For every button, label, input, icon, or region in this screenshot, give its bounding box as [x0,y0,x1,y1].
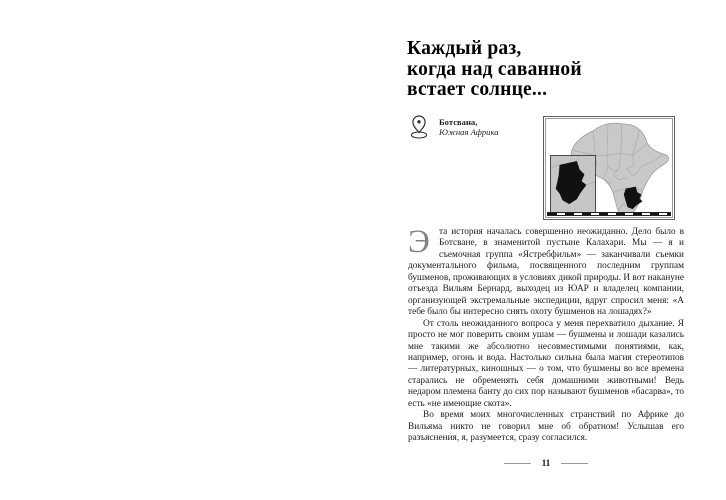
body-text [408,224,684,445]
africa-locator-map [543,116,675,220]
title-line-2: когда над саванной [407,58,582,80]
drop-cap: Э [408,224,430,260]
page-number: 11 [541,458,551,468]
title-line-1: Каждый раз, [407,38,522,59]
page-number-rule-right [561,463,588,464]
botswana-inset-svg [551,156,595,212]
paragraph-2: От столь неожиданного вопроса у меня перехватило дыхание. Я просто не мог поверить своим ушам — бушмены и лошади казались мне такими же абсолютно несовместимыми понятиями, как, например, огонь и вода. Настолько сильна была магия стереотипов — литературных, киношных — о том, что бушмены во все времена старались не обременять себя домашними животными! Ведь недаром племена банту до сих пор называют бушменов «басарва», то есть «не имеющие скота». [408,318,684,409]
botswana-inset-shape [556,161,587,204]
title-line-3: встает солнце... [407,79,548,100]
paragraph-1-text: та история началась совершенно неожиданно. Дело было в Ботсване, в знаменитой пустыне Калахари. Мы — я и съемочная группа «Ястребфильм» — заканчивали съемки документального фильма, посвященного последним группам бушменов, проживающих в условиях дикой природы. И вот накануне отъезда Вильям Бернард, выходец из ЮАР и владелец компании, организующей экстремальные экспедиции, вдруг спросил меня: «А тебе было бы интересно снять охоту бушменов на лошадях?» [408,227,684,318]
botswana-inset [550,155,596,213]
location-block [408,114,499,140]
paragraph-1 [408,224,684,319]
map-canvas [545,118,673,218]
location-text [439,114,499,137]
page-title [407,39,697,101]
page-footer [408,458,684,468]
location-country: Ботсвана, [439,117,478,127]
page-number-rule-left [504,463,531,464]
map-neatline [547,212,671,216]
location-pin-icon [408,114,430,140]
location-region: Южная Африка [439,127,499,137]
paragraph-3: Во время моих многочисленных странствий по Африке до Вильяма никто не говорил мне об обратном! Услышав его разъяснения, я, разумеется, сразу согласился. [408,410,684,444]
